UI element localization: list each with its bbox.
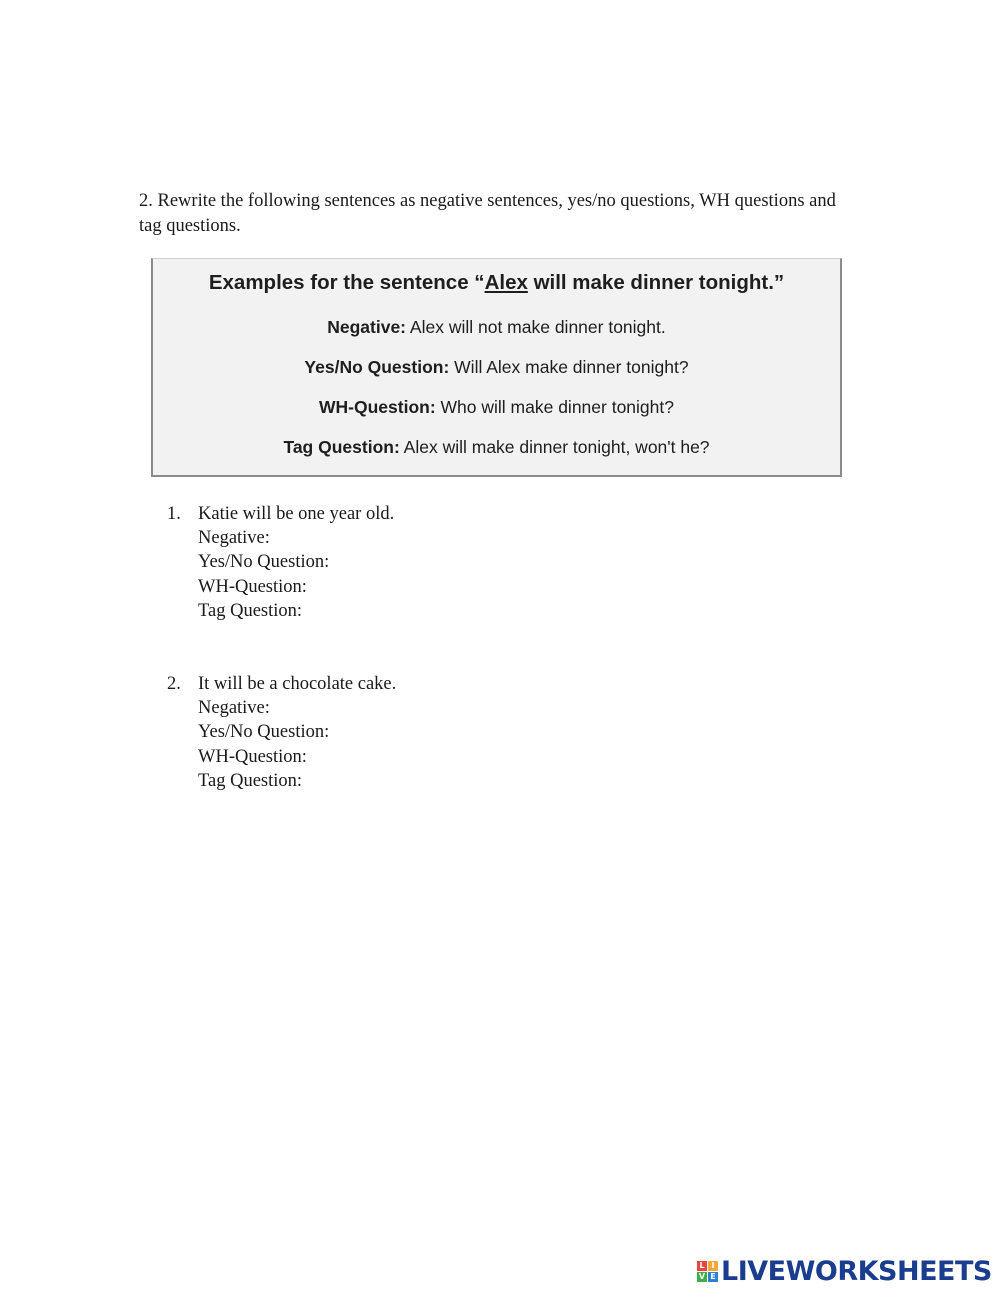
item-body bbox=[198, 672, 698, 793]
logo-block: L bbox=[697, 1261, 707, 1271]
example-wh-question: WH-Question: Who will make dinner tonight? bbox=[319, 397, 674, 417]
example-subject: Alex bbox=[484, 271, 528, 294]
logo-blocks-icon bbox=[697, 1261, 718, 1282]
liveworksheets-logo bbox=[697, 1256, 992, 1286]
item-body bbox=[198, 502, 698, 623]
example-negative: Negative: Alex will not make dinner tonight. bbox=[327, 317, 666, 337]
prompt-yes-no-question: Yes/No Question: bbox=[198, 552, 330, 573]
item-number: 2. bbox=[167, 674, 181, 694]
prompt-tag-question: Tag Question: bbox=[198, 600, 303, 621]
example-tag-question: Tag Question: Alex will make dinner tonight, won't he? bbox=[283, 437, 710, 457]
prompt-negative: Negative: bbox=[198, 698, 270, 719]
prompt-yes-no-question: Yes/No Question: bbox=[198, 722, 330, 743]
item-sentence: Katie will be one year old. bbox=[198, 504, 395, 524]
logo-block: E bbox=[708, 1272, 718, 1282]
example-box bbox=[151, 258, 842, 477]
example-title: Examples for the sentence “Alex will make dinner tonight.” bbox=[208, 271, 785, 294]
logo-block: V bbox=[698, 1271, 706, 1281]
example-yes-no-question: Yes/No Question: Will Alex make dinner tonight? bbox=[304, 357, 689, 377]
prompt-negative: Negative: bbox=[198, 528, 270, 549]
logo-text: LIVEWORKSHEETS bbox=[721, 1255, 992, 1287]
exercise-instruction: 2. Rewrite the following sentences as negative sentences, yes/no questions, WH questions and tag questions. bbox=[139, 191, 836, 236]
prompt-wh-question: WH-Question: bbox=[198, 746, 307, 767]
logo-block: I bbox=[708, 1261, 718, 1271]
item-number: 1. bbox=[167, 504, 181, 524]
item-sentence: It will be a chocolate cake. bbox=[198, 674, 397, 694]
prompt-tag-question: Tag Question: bbox=[198, 770, 303, 791]
prompt-wh-question: WH-Question: bbox=[198, 576, 307, 597]
